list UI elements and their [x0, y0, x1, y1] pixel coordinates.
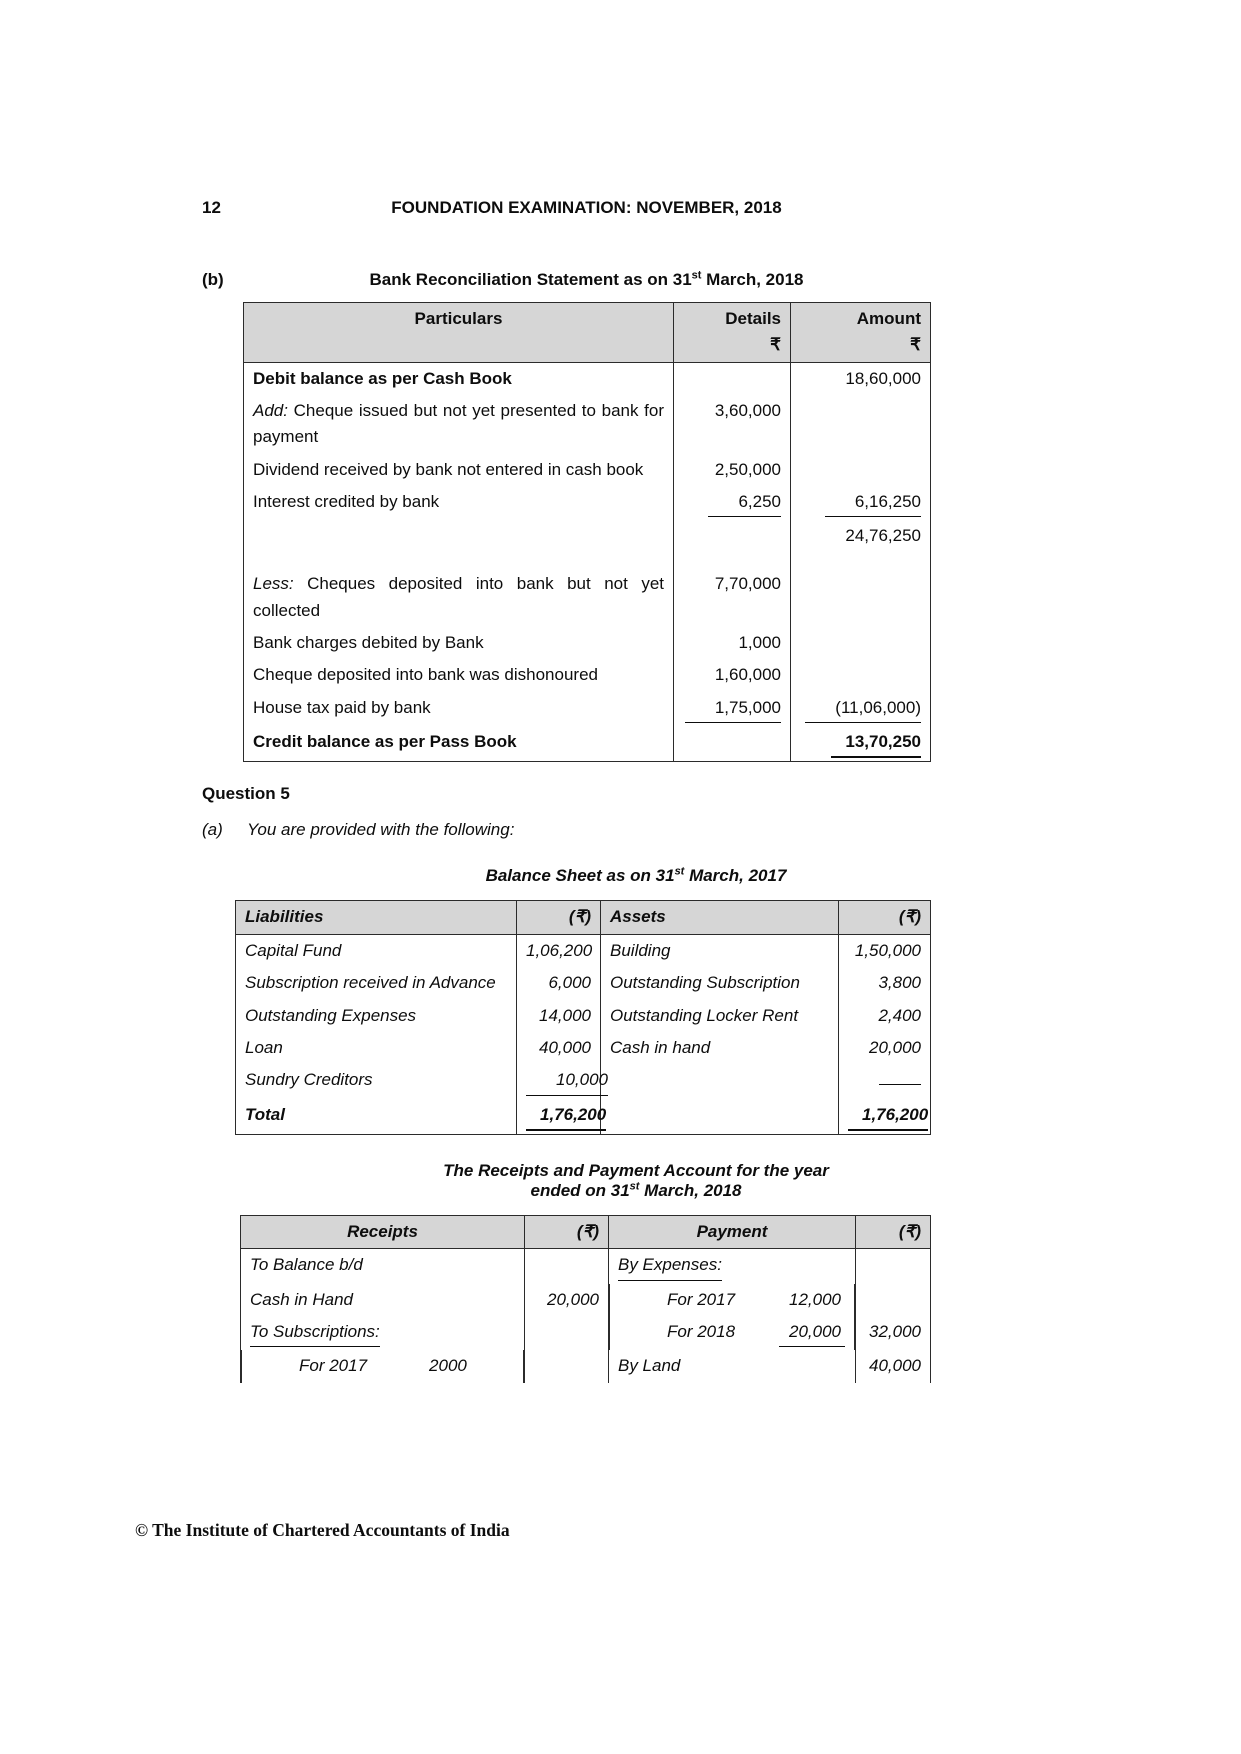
liability-cell: Outstanding Expenses [236, 1000, 517, 1032]
details-cell [674, 520, 791, 568]
balance-sheet-table [235, 900, 931, 1134]
liability-amount-cell [517, 1099, 607, 1135]
liability-amount-cell: 6,000 [517, 967, 601, 999]
table-row [244, 627, 931, 659]
asset-cell [601, 1064, 839, 1098]
amount-cell: 24,76,250 [791, 520, 931, 568]
asset-cell [601, 1099, 839, 1135]
liability-cell: Loan [236, 1032, 517, 1064]
table-row [241, 1284, 931, 1316]
rupee-symbol: ₹ [910, 335, 921, 355]
bs-col-rupees-right: (₹) [839, 901, 931, 934]
amount-cell [791, 486, 931, 520]
amount-cell [791, 454, 931, 486]
liability-amount-cell: 40,000 [517, 1032, 601, 1064]
brs-col-details: Details ₹ [674, 303, 791, 363]
table-row [236, 967, 931, 999]
table-row [244, 568, 931, 627]
receipt-sub-amount: 2000 [429, 1356, 467, 1376]
underlined-subtotal: (11,06,000) [805, 695, 921, 723]
section-b-label: (b) [202, 270, 224, 289]
details-cell: 2,50,000 [674, 454, 791, 486]
receipt-cell [241, 1350, 524, 1382]
particulars-text: Cheque issued but not yet presented to bank for payment [253, 401, 664, 447]
asset-amount-cell: 2,400 [839, 1000, 931, 1032]
table-row [244, 486, 931, 520]
grand-total: 13,70,250 [831, 729, 921, 758]
receipt-amount-cell [525, 1249, 609, 1284]
details-cell: 7,70,000 [674, 568, 791, 627]
rp-title-line2 [342, 1181, 930, 1201]
amount-cell [791, 568, 931, 627]
rp-header-row [241, 1215, 931, 1248]
amount-cell [791, 692, 931, 726]
underlined-subtotal: 20,000 [779, 1319, 845, 1347]
question-5a-row [202, 820, 930, 840]
brs-title [243, 270, 930, 290]
receipt-cell: To Balance b/d [241, 1249, 525, 1284]
details-cell [674, 692, 791, 726]
table-row [236, 934, 931, 967]
balance-sheet-title [202, 866, 930, 886]
payment-cell [609, 1316, 855, 1350]
table-row [244, 726, 931, 762]
payment-amount-cell [856, 1284, 931, 1316]
liability-amount-cell: 1,06,200 [517, 934, 601, 967]
table-row [236, 1032, 931, 1064]
bs-col-liabilities: Liabilities [236, 901, 517, 934]
underlined-subtotal: 6,16,250 [825, 489, 921, 517]
rp-title-line2-post: March, 2018 [639, 1180, 742, 1200]
liability-cell: Subscription received in Advance [236, 967, 517, 999]
liability-amount-cell [517, 1064, 608, 1098]
bs-header-row [236, 901, 931, 934]
payment-label: For 2017 [667, 1289, 736, 1309]
rp-title-sup: st [629, 1180, 640, 1193]
brs-col-particulars: Particulars [244, 303, 674, 363]
receipts-payment-table [240, 1215, 931, 1383]
particulars-cell: Interest credited by bank [244, 486, 674, 520]
payment-amount-cell: 40,000 [856, 1350, 931, 1382]
bs-title-sup: st [674, 865, 685, 878]
total-amount: 1,76,200 [526, 1102, 606, 1131]
table-row [241, 1316, 931, 1350]
table-row [244, 395, 931, 454]
details-cell: 3,60,000 [674, 395, 791, 454]
amount-cell: 18,60,000 [791, 362, 931, 395]
amount-cell [791, 726, 931, 762]
rp-title-line1: The Receipts and Payment Account for the year [443, 1160, 829, 1180]
asset-cell: Outstanding Locker Rent [601, 1000, 839, 1032]
rupee-symbol: ₹ [770, 335, 781, 355]
receipt-label: For 2017 [299, 1356, 368, 1376]
particulars-cell [244, 395, 674, 454]
table-row [244, 520, 931, 568]
underlined-subtotal: 6,250 [708, 489, 781, 517]
rp-col-rupees-right: (₹) [856, 1215, 931, 1248]
brs-col-amount: Amount ₹ [791, 303, 931, 363]
receipt-amount-cell [525, 1350, 609, 1382]
part-a-label: (a) [202, 820, 223, 840]
add-prefix: Add: [253, 401, 288, 421]
liability-cell: Total [236, 1099, 517, 1135]
bs-title-pre: Balance Sheet as on 31 [485, 866, 675, 886]
asset-amount-cell: 1,50,000 [839, 934, 931, 967]
amount-cell [791, 395, 931, 454]
receipts-payment-title [202, 1161, 930, 1201]
asset-amount-cell: 20,000 [839, 1032, 931, 1064]
particulars-cell [244, 520, 674, 568]
bank-reconciliation-table [243, 302, 931, 762]
receipt-amount-cell [525, 1316, 609, 1350]
table-row [236, 1064, 931, 1098]
details-cell [674, 726, 791, 762]
less-prefix: Less: [253, 574, 294, 594]
payment-sub-amount: 12,000 [789, 1289, 841, 1309]
particulars-cell [244, 568, 674, 627]
table-row [241, 1249, 931, 1284]
payment-amount-cell: 32,000 [856, 1316, 931, 1350]
receipt-cell: Cash in Hand [241, 1284, 525, 1316]
total-amount: 1,76,200 [848, 1102, 928, 1131]
brs-header-row [244, 303, 931, 363]
rp-col-receipts: Receipts [241, 1215, 525, 1248]
bs-col-assets: Assets [601, 901, 839, 934]
blank-total-line [879, 1070, 921, 1085]
liability-cell: Sundry Creditors [236, 1064, 517, 1098]
amount-cell [791, 659, 931, 691]
copyright-footer: © The Institute of Chartered Accountants of India [135, 1520, 510, 1540]
table-row [244, 454, 931, 486]
bs-col-rupees-left: (₹) [517, 901, 601, 934]
brs-title-sup: st [691, 269, 702, 282]
details-cell [674, 486, 791, 520]
liability-cell: Capital Fund [236, 934, 517, 967]
page-content [202, 0, 930, 1383]
table-row [236, 1099, 931, 1135]
details-cell: 1,000 [674, 627, 791, 659]
particulars-cell: Cheque deposited into bank was dishonoured [244, 659, 674, 691]
table-row [244, 659, 931, 691]
bs-title-post: March, 2017 [684, 866, 787, 886]
particulars-text: Cheques deposited into bank but not yet collected [253, 574, 664, 620]
particulars-cell: Dividend received by bank not entered in cash book [244, 454, 674, 486]
section-b-row [202, 270, 930, 290]
amount-cell [791, 627, 931, 659]
details-cell: 1,60,000 [674, 659, 791, 691]
asset-cell: Cash in hand [601, 1032, 839, 1064]
rp-col-payment: Payment [609, 1215, 856, 1248]
rp-col-rupees-left: (₹) [525, 1215, 609, 1248]
receipt-cell [241, 1316, 525, 1350]
particulars-cell: Credit balance as per Pass Book [244, 726, 674, 762]
part-a-text: You are provided with the following: [247, 820, 515, 840]
payment-amount-cell [856, 1249, 931, 1284]
brs-title-post: March, 2018 [701, 270, 804, 289]
brs-title-pre: Bank Reconciliation Statement as on 31 [369, 270, 692, 289]
asset-amount-cell [839, 1099, 931, 1135]
asset-amount-cell: 3,800 [839, 967, 931, 999]
asset-amount-cell [839, 1064, 931, 1098]
payment-cell [609, 1249, 856, 1284]
table-row [241, 1350, 931, 1382]
table-row [236, 1000, 931, 1032]
underlined-subtotal: 10,000 [526, 1067, 608, 1095]
liability-amount-cell: 14,000 [517, 1000, 601, 1032]
details-cell [674, 362, 791, 395]
exam-header-title: FOUNDATION EXAMINATION: NOVEMBER, 2018 [391, 198, 782, 217]
payment-cell: By Land [609, 1350, 856, 1382]
underlined-label: By Expenses: [618, 1252, 722, 1280]
asset-cell: Outstanding Subscription [601, 967, 839, 999]
asset-cell: Building [601, 934, 839, 967]
particulars-cell: House tax paid by bank [244, 692, 674, 726]
table-row [244, 362, 931, 395]
page-number: 12 [202, 198, 221, 217]
rp-title-line2-pre: ended on 31 [530, 1180, 630, 1200]
particulars-cell: Debit balance as per Cash Book [244, 362, 674, 395]
table-row [244, 692, 931, 726]
particulars-cell: Bank charges debited by Bank [244, 627, 674, 659]
payment-cell [609, 1284, 855, 1316]
underlined-subtotal: 1,75,000 [685, 695, 781, 723]
question-5-heading: Question 5 [202, 784, 290, 804]
payment-label: For 2018 [667, 1321, 736, 1341]
underlined-label: To Subscriptions: [250, 1319, 380, 1347]
page-header [202, 198, 930, 218]
receipt-amount-cell: 20,000 [525, 1284, 609, 1316]
